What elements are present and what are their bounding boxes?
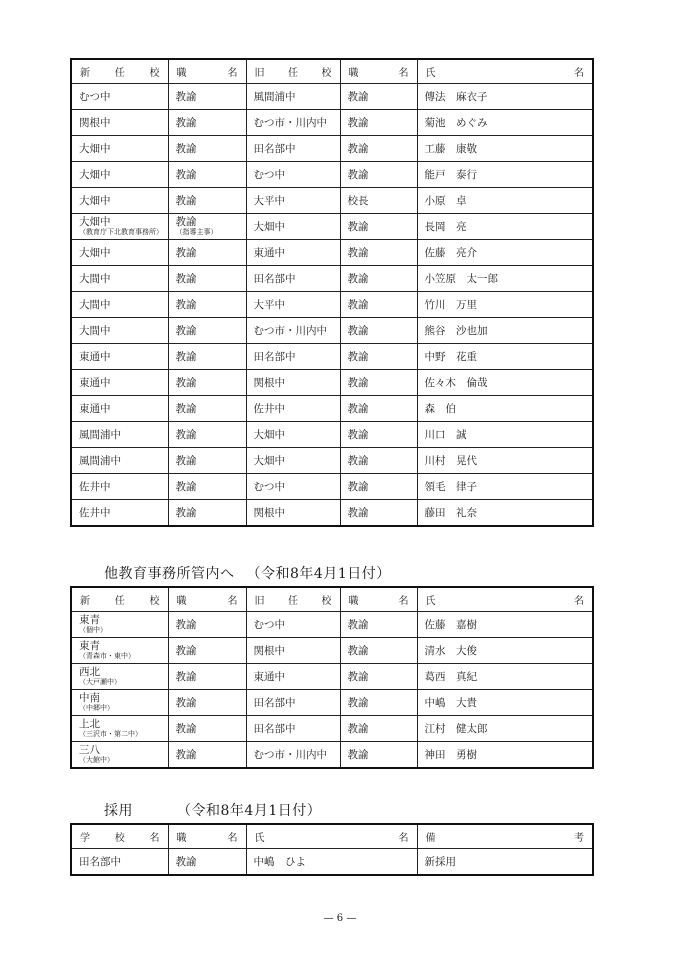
old-school-cell: 田名部中 <box>246 344 340 370</box>
position-cell: 教諭 <box>168 500 246 527</box>
old-position-cell: 教諭 <box>340 742 417 769</box>
section-date: （令和8年4月1日付） <box>177 803 322 819</box>
old-school-cell: むつ市・川内中 <box>246 110 340 136</box>
old-school-cell: 大平中 <box>246 188 340 214</box>
header-position: 職 名 <box>168 824 246 849</box>
old-position-cell: 教諭 <box>340 716 417 742</box>
old-position-cell: 教諭 <box>340 110 417 136</box>
old-position-cell: 教諭 <box>340 396 417 422</box>
table-row <box>71 474 593 500</box>
table-row <box>71 664 593 690</box>
new-school-cell: 大間中 <box>71 266 168 292</box>
name-cell: 神田 勇樹 <box>417 742 593 769</box>
name-cell: 能戸 泰行 <box>417 162 593 188</box>
name-cell: 菊池 めぐみ <box>417 110 593 136</box>
old-position-cell: 教諭 <box>340 474 417 500</box>
table-row <box>71 500 593 527</box>
position-cell: 教諭 <box>168 612 246 638</box>
position-cell: 教諭 <box>168 690 246 716</box>
old-position-cell: 教諭 <box>340 612 417 638</box>
section-title-other-office <box>104 563 391 583</box>
position-cell: 教諭 <box>168 292 246 318</box>
name-cell: 川口 誠 <box>417 422 593 448</box>
table-row <box>71 422 593 448</box>
old-position-cell: 教諭 <box>340 162 417 188</box>
new-school-cell: 上北 （三沢市・第二中） <box>71 716 168 742</box>
table-row <box>71 136 593 162</box>
header-new-school: 新 任 校 <box>71 587 168 612</box>
name-cell: 領毛 律子 <box>417 474 593 500</box>
new-school-cell: 東青 （個中） <box>71 612 168 638</box>
name-cell: 竹川 万里 <box>417 292 593 318</box>
new-school-cell: 大畑中 <box>71 240 168 266</box>
position-cell: 教諭 <box>168 84 246 110</box>
new-school-cell: むつ中 <box>71 84 168 110</box>
position-cell: 教諭 <box>168 370 246 396</box>
header-name: 氏 名 <box>417 59 593 84</box>
old-position-cell: 教諭 <box>340 292 417 318</box>
table-row <box>71 396 593 422</box>
table-row <box>71 162 593 188</box>
old-school-cell: 関根中 <box>246 370 340 396</box>
table-row <box>71 849 593 876</box>
old-school-cell: 田名部中 <box>246 716 340 742</box>
old-school-cell: 東通中 <box>246 240 340 266</box>
new-school-cell: 西北 （大戸瀬中） <box>71 664 168 690</box>
position-cell: 教諭 <box>168 240 246 266</box>
header-name: 氏 名 <box>417 587 593 612</box>
old-school-cell: 田名部中 <box>246 690 340 716</box>
name-cell: 中嶋 ひよ <box>246 849 417 876</box>
old-school-cell: 佐井中 <box>246 396 340 422</box>
new-school-cell: 大畑中 <box>71 136 168 162</box>
old-school-cell: 大畑中 <box>246 214 340 240</box>
name-cell: 小笠原 太一郎 <box>417 266 593 292</box>
position-cell: 教諭 <box>168 396 246 422</box>
table-row <box>71 370 593 396</box>
position-cell: 教諭 <box>168 638 246 664</box>
table-row <box>71 292 593 318</box>
new-school-cell: 大畑中 （教育庁下北教育事務所） <box>71 214 168 240</box>
old-position-cell: 教諭 <box>340 638 417 664</box>
table-row <box>71 344 593 370</box>
name-cell: 熊谷 沙也加 <box>417 318 593 344</box>
old-school-cell: むつ中 <box>246 612 340 638</box>
old-school-cell: むつ市・川内中 <box>246 742 340 769</box>
new-school-cell: 東通中 <box>71 344 168 370</box>
header-old-position: 職 名 <box>340 587 417 612</box>
old-position-cell: 教諭 <box>340 448 417 474</box>
new-school-cell: 中南 （中郷中） <box>71 690 168 716</box>
section-title-hiring <box>104 800 321 820</box>
new-school-cell: 東通中 <box>71 370 168 396</box>
table-row <box>71 690 593 716</box>
new-school-cell: 大畑中 <box>71 188 168 214</box>
name-cell: 中野 花重 <box>417 344 593 370</box>
position-cell: 教諭 <box>168 318 246 344</box>
name-cell: 江村 健太郎 <box>417 716 593 742</box>
header-school: 学 校 名 <box>71 824 168 849</box>
old-position-cell: 教諭 <box>340 214 417 240</box>
header-name: 氏 名 <box>246 824 417 849</box>
table-row <box>71 448 593 474</box>
name-cell: 清水 大俊 <box>417 638 593 664</box>
old-position-cell: 校長 <box>340 188 417 214</box>
position-cell: 教諭 <box>168 716 246 742</box>
position-cell: 教諭 <box>168 448 246 474</box>
old-position-cell: 教諭 <box>340 500 417 527</box>
hiring-table <box>70 823 594 876</box>
position-cell: 教諭 <box>168 849 246 876</box>
old-position-cell: 教諭 <box>340 240 417 266</box>
name-cell: 森 伯 <box>417 396 593 422</box>
school-cell: 田名部中 <box>71 849 168 876</box>
old-school-cell: 大畑中 <box>246 422 340 448</box>
table-row <box>71 318 593 344</box>
table-row <box>71 742 593 769</box>
name-cell: 長岡 亮 <box>417 214 593 240</box>
table-row <box>71 240 593 266</box>
new-school-cell: 東青 （青森市・東中） <box>71 638 168 664</box>
table-row <box>71 84 593 110</box>
header-old-school: 旧 任 校 <box>246 587 340 612</box>
section-date: （令和8年4月1日付） <box>246 566 391 582</box>
name-cell: 傳法 麻衣子 <box>417 84 593 110</box>
new-school-cell: 大間中 <box>71 318 168 344</box>
position-cell: 教諭 <box>168 344 246 370</box>
old-position-cell: 教諭 <box>340 344 417 370</box>
new-school-cell: 関根中 <box>71 110 168 136</box>
old-school-cell: 大平中 <box>246 292 340 318</box>
table-row <box>71 110 593 136</box>
new-school-cell: 東通中 <box>71 396 168 422</box>
new-school-cell: 佐井中 <box>71 500 168 527</box>
new-school-cell: 大間中 <box>71 292 168 318</box>
position-cell: 教諭 <box>168 474 246 500</box>
old-school-cell: 関根中 <box>246 638 340 664</box>
new-school-cell: 風間浦中 <box>71 422 168 448</box>
new-school-cell: 風間浦中 <box>71 448 168 474</box>
remarks-cell: 新採用 <box>417 849 593 876</box>
old-school-cell: 田名部中 <box>246 266 340 292</box>
header-new-school: 新 任 校 <box>71 59 168 84</box>
header-position: 職 名 <box>168 587 246 612</box>
transfer-table-other-office <box>70 586 594 769</box>
header-old-school: 旧 任 校 <box>246 59 340 84</box>
table-row <box>71 266 593 292</box>
position-cell: 教諭 <box>168 162 246 188</box>
new-school-cell: 大畑中 <box>71 162 168 188</box>
name-cell: 川村 晃代 <box>417 448 593 474</box>
old-position-cell: 教諭 <box>340 422 417 448</box>
position-cell: 教諭 <box>168 266 246 292</box>
name-cell: 佐藤 嘉樹 <box>417 612 593 638</box>
table-row <box>71 638 593 664</box>
table-row <box>71 214 593 240</box>
section-title: 他教育事務所管内へ <box>104 566 235 582</box>
old-position-cell: 教諭 <box>340 318 417 344</box>
old-school-cell: むつ中 <box>246 162 340 188</box>
position-cell: 教諭 <box>168 742 246 769</box>
old-position-cell: 教諭 <box>340 664 417 690</box>
name-cell: 中嶋 大貴 <box>417 690 593 716</box>
position-cell: 教諭 <box>168 422 246 448</box>
old-position-cell: 教諭 <box>340 84 417 110</box>
old-school-cell: 田名部中 <box>246 136 340 162</box>
transfer-table-local <box>70 58 594 527</box>
table-row <box>71 188 593 214</box>
name-cell: 小原 卓 <box>417 188 593 214</box>
old-school-cell: 大畑中 <box>246 448 340 474</box>
position-cell: 教諭 <box>168 664 246 690</box>
new-school-cell: 三八 （大館中） <box>71 742 168 769</box>
old-school-cell: 関根中 <box>246 500 340 527</box>
new-school-cell: 佐井中 <box>71 474 168 500</box>
old-position-cell: 教諭 <box>340 136 417 162</box>
name-cell: 佐々木 倫哉 <box>417 370 593 396</box>
section-title: 採用 <box>104 803 133 819</box>
name-cell: 藤田 礼奈 <box>417 500 593 527</box>
table-header <box>71 587 593 612</box>
table-row <box>71 716 593 742</box>
position-cell: 教諭 <box>168 136 246 162</box>
old-position-cell: 教諭 <box>340 266 417 292</box>
table-header <box>71 59 593 84</box>
header-remarks: 備 考 <box>417 824 593 849</box>
name-cell: 佐藤 亮介 <box>417 240 593 266</box>
position-cell: 教諭 <box>168 110 246 136</box>
old-school-cell: むつ市・川内中 <box>246 318 340 344</box>
name-cell: 葛西 真紀 <box>417 664 593 690</box>
old-position-cell: 教諭 <box>340 370 417 396</box>
position-cell: 教諭 （指導主事） <box>168 214 246 240</box>
position-cell: 教諭 <box>168 188 246 214</box>
old-school-cell: 風間浦中 <box>246 84 340 110</box>
table-header <box>71 824 593 849</box>
header-position: 職 名 <box>168 59 246 84</box>
header-old-position: 職 名 <box>340 59 417 84</box>
table-row <box>71 612 593 638</box>
old-school-cell: 東通中 <box>246 664 340 690</box>
old-school-cell: むつ中 <box>246 474 340 500</box>
old-position-cell: 教諭 <box>340 690 417 716</box>
page-number: — 6 — <box>323 913 357 924</box>
name-cell: 工藤 康敬 <box>417 136 593 162</box>
